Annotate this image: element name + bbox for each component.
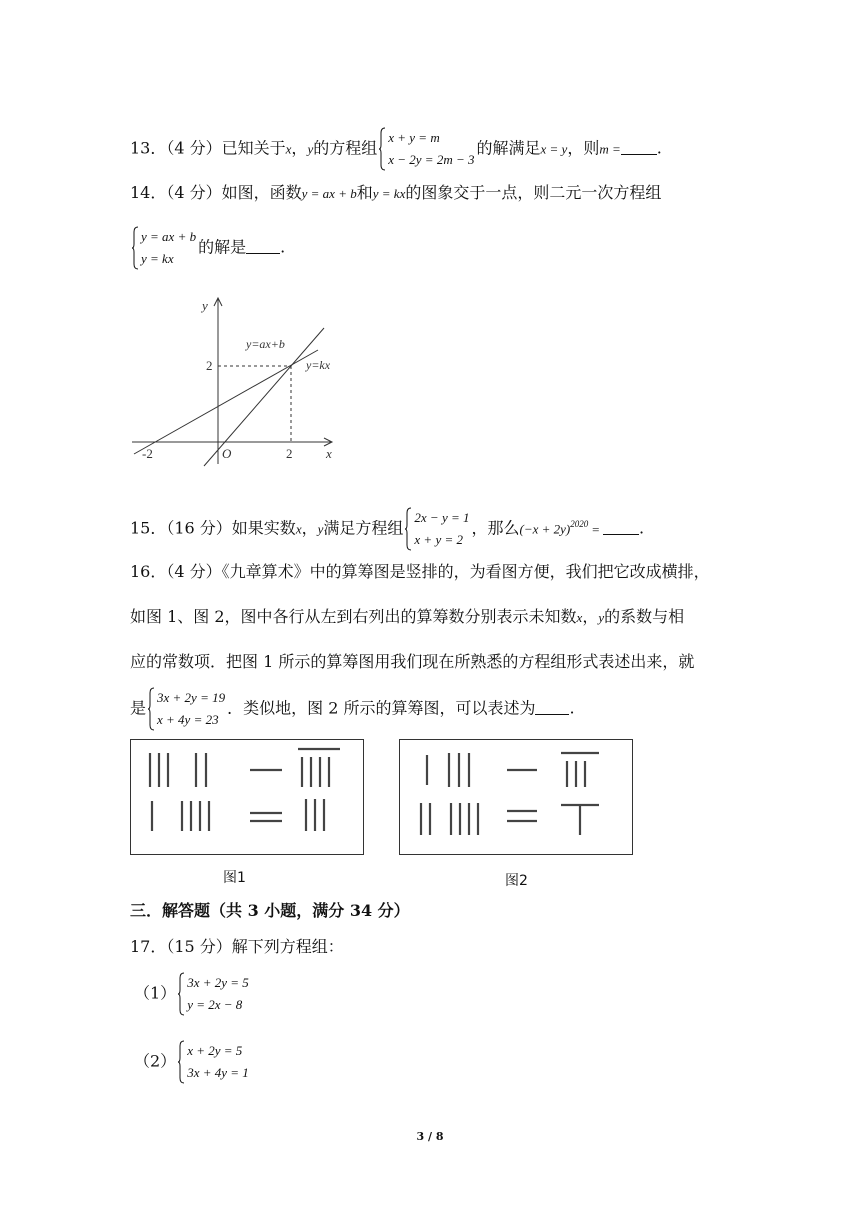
brace-icon [148, 687, 155, 731]
label-kx: y=kx [306, 358, 331, 372]
q13-answer-blank [621, 140, 657, 155]
q16-sep: ， [582, 607, 599, 626]
q16-var-x: x [576, 610, 583, 625]
q15-eq2: x + y = 2 [414, 532, 463, 547]
q15-then: ，那么 [471, 518, 520, 538]
q13-ask: m = [599, 141, 621, 157]
question-13 [130, 127, 662, 171]
question-16-line3: 应的常数项．把图 1 所示的算筹图用我们现在所熟悉的方程组形式表述出来，就 [130, 652, 695, 671]
figure-1-counting-rods [130, 739, 364, 855]
q13-after: 的解满足 [476, 138, 541, 158]
question-17-part1 [134, 972, 251, 1016]
q13-sep: ， [291, 138, 308, 158]
q16-eq1: 3x + 2y = 19 [157, 690, 226, 705]
figure-2-counting-rods [399, 739, 633, 855]
q15-expr: (−x + 2y) [519, 521, 571, 537]
page-number: 3 / 8 [416, 1130, 444, 1143]
q15-power: 2020 [570, 519, 589, 530]
q15-end: . [639, 518, 645, 538]
y-axis-label: y [202, 298, 208, 313]
x-tick-2: 2 [286, 446, 293, 461]
q15-sep: ， [301, 518, 318, 538]
q13-then: ，则 [567, 138, 600, 158]
q14-end: . [280, 237, 286, 257]
question-16-line4 [130, 687, 575, 731]
q14-system [132, 226, 196, 270]
q16-eq2: x + 4y = 23 [157, 712, 219, 727]
q16-var-y: y [598, 610, 605, 625]
q13-eq2: x − 2y = 2m − 3 [388, 152, 475, 167]
question-17-part2 [134, 1040, 251, 1084]
question-14-line1 [130, 182, 661, 205]
q17-p2-label: （2） [134, 1051, 177, 1071]
q14-f2: y = kx [372, 186, 406, 201]
function-graph [128, 292, 348, 472]
q14-answer-blank [246, 239, 280, 254]
q13-end: . [656, 138, 662, 158]
brace-icon [379, 127, 386, 171]
brace-icon [178, 1040, 185, 1084]
q13-system [379, 127, 474, 171]
brace-icon [405, 507, 412, 551]
figure-1-caption: 图1 [223, 870, 246, 886]
q13-cond: x = y [540, 141, 568, 157]
q15-system [405, 507, 469, 551]
q15-eq1: 2x − y = 1 [414, 510, 470, 525]
q15-answer-blank [603, 520, 639, 535]
figure-2-caption: 图2 [505, 873, 528, 889]
q17-p2-eq2: 3x + 4y = 1 [187, 1065, 249, 1080]
q17-p1-eq1: 3x + 2y = 5 [187, 975, 249, 990]
q17-p2-system [178, 1040, 249, 1084]
q14-and: 和 [356, 183, 373, 202]
q15-var-x: x [295, 521, 302, 537]
q16-answer-blank [535, 700, 569, 715]
q13-eq1: x + y = m [388, 130, 440, 145]
q14-eq2: y = kx [141, 251, 174, 266]
q14-eq1: y = ax + b [141, 229, 197, 244]
q16-line2a: 如图 1、图 2，图中各行从左到右列出的算筹数分别表示未知数 [130, 607, 577, 626]
question-16-line1: 16．（4 分）《九章算术》中的算筹图是竖排的，为看图方便，我们把它改成横排， [130, 562, 710, 581]
q14-suffix: 的图象交于一点，则二元一次方程组 [405, 183, 662, 202]
question-14-line2 [130, 226, 285, 270]
q16-line4-suffix: ．类似地，图 2 所示的算筹图，可以表述为 [227, 698, 536, 718]
q17-p1-label: （1） [134, 983, 177, 1003]
q15-var-y: y [317, 521, 324, 537]
q13-var-y: y [307, 141, 314, 157]
q15-mid: 满足方程组 [323, 518, 404, 538]
q17-p1-system [178, 972, 249, 1016]
q13-mid: 的方程组 [313, 138, 378, 158]
q17-p1-eq2: y = 2x − 8 [187, 997, 243, 1012]
q16-line4-prefix: 是 [130, 698, 147, 718]
origin-label: O [222, 446, 232, 461]
x-axis-label: x [326, 446, 332, 461]
q13-prefix: 13．（4 分）已知关于 [130, 138, 286, 158]
brace-icon [132, 226, 139, 270]
question-15 [130, 507, 644, 551]
q16-line2b: 的系数与相 [604, 607, 685, 626]
q13-var-x: x [285, 141, 292, 157]
brace-icon [178, 972, 185, 1016]
q16-system [148, 687, 225, 731]
q14-prefix: 14．（4 分）如图，函数 [130, 183, 302, 202]
label-ax-plus-b: y=ax+b [246, 337, 285, 351]
section-3-heading: 三．解答题（共 3 小题，满分 34 分） [130, 901, 410, 920]
x-tick-neg2: -2 [142, 446, 153, 461]
y-tick-2: 2 [206, 358, 213, 373]
q17-p2-eq1: x + 2y = 5 [187, 1043, 243, 1058]
question-17-title: 17．（15 分）解下列方程组： [130, 937, 344, 956]
q15-prefix: 15．（16 分）如果实数 [130, 518, 296, 538]
q14-f1: y = ax + b [301, 186, 357, 201]
q14-line2-suffix: 的解是 [198, 237, 247, 257]
q16-end: . [569, 698, 575, 718]
q15-equals: = [591, 521, 601, 537]
question-16-line2 [130, 606, 684, 629]
